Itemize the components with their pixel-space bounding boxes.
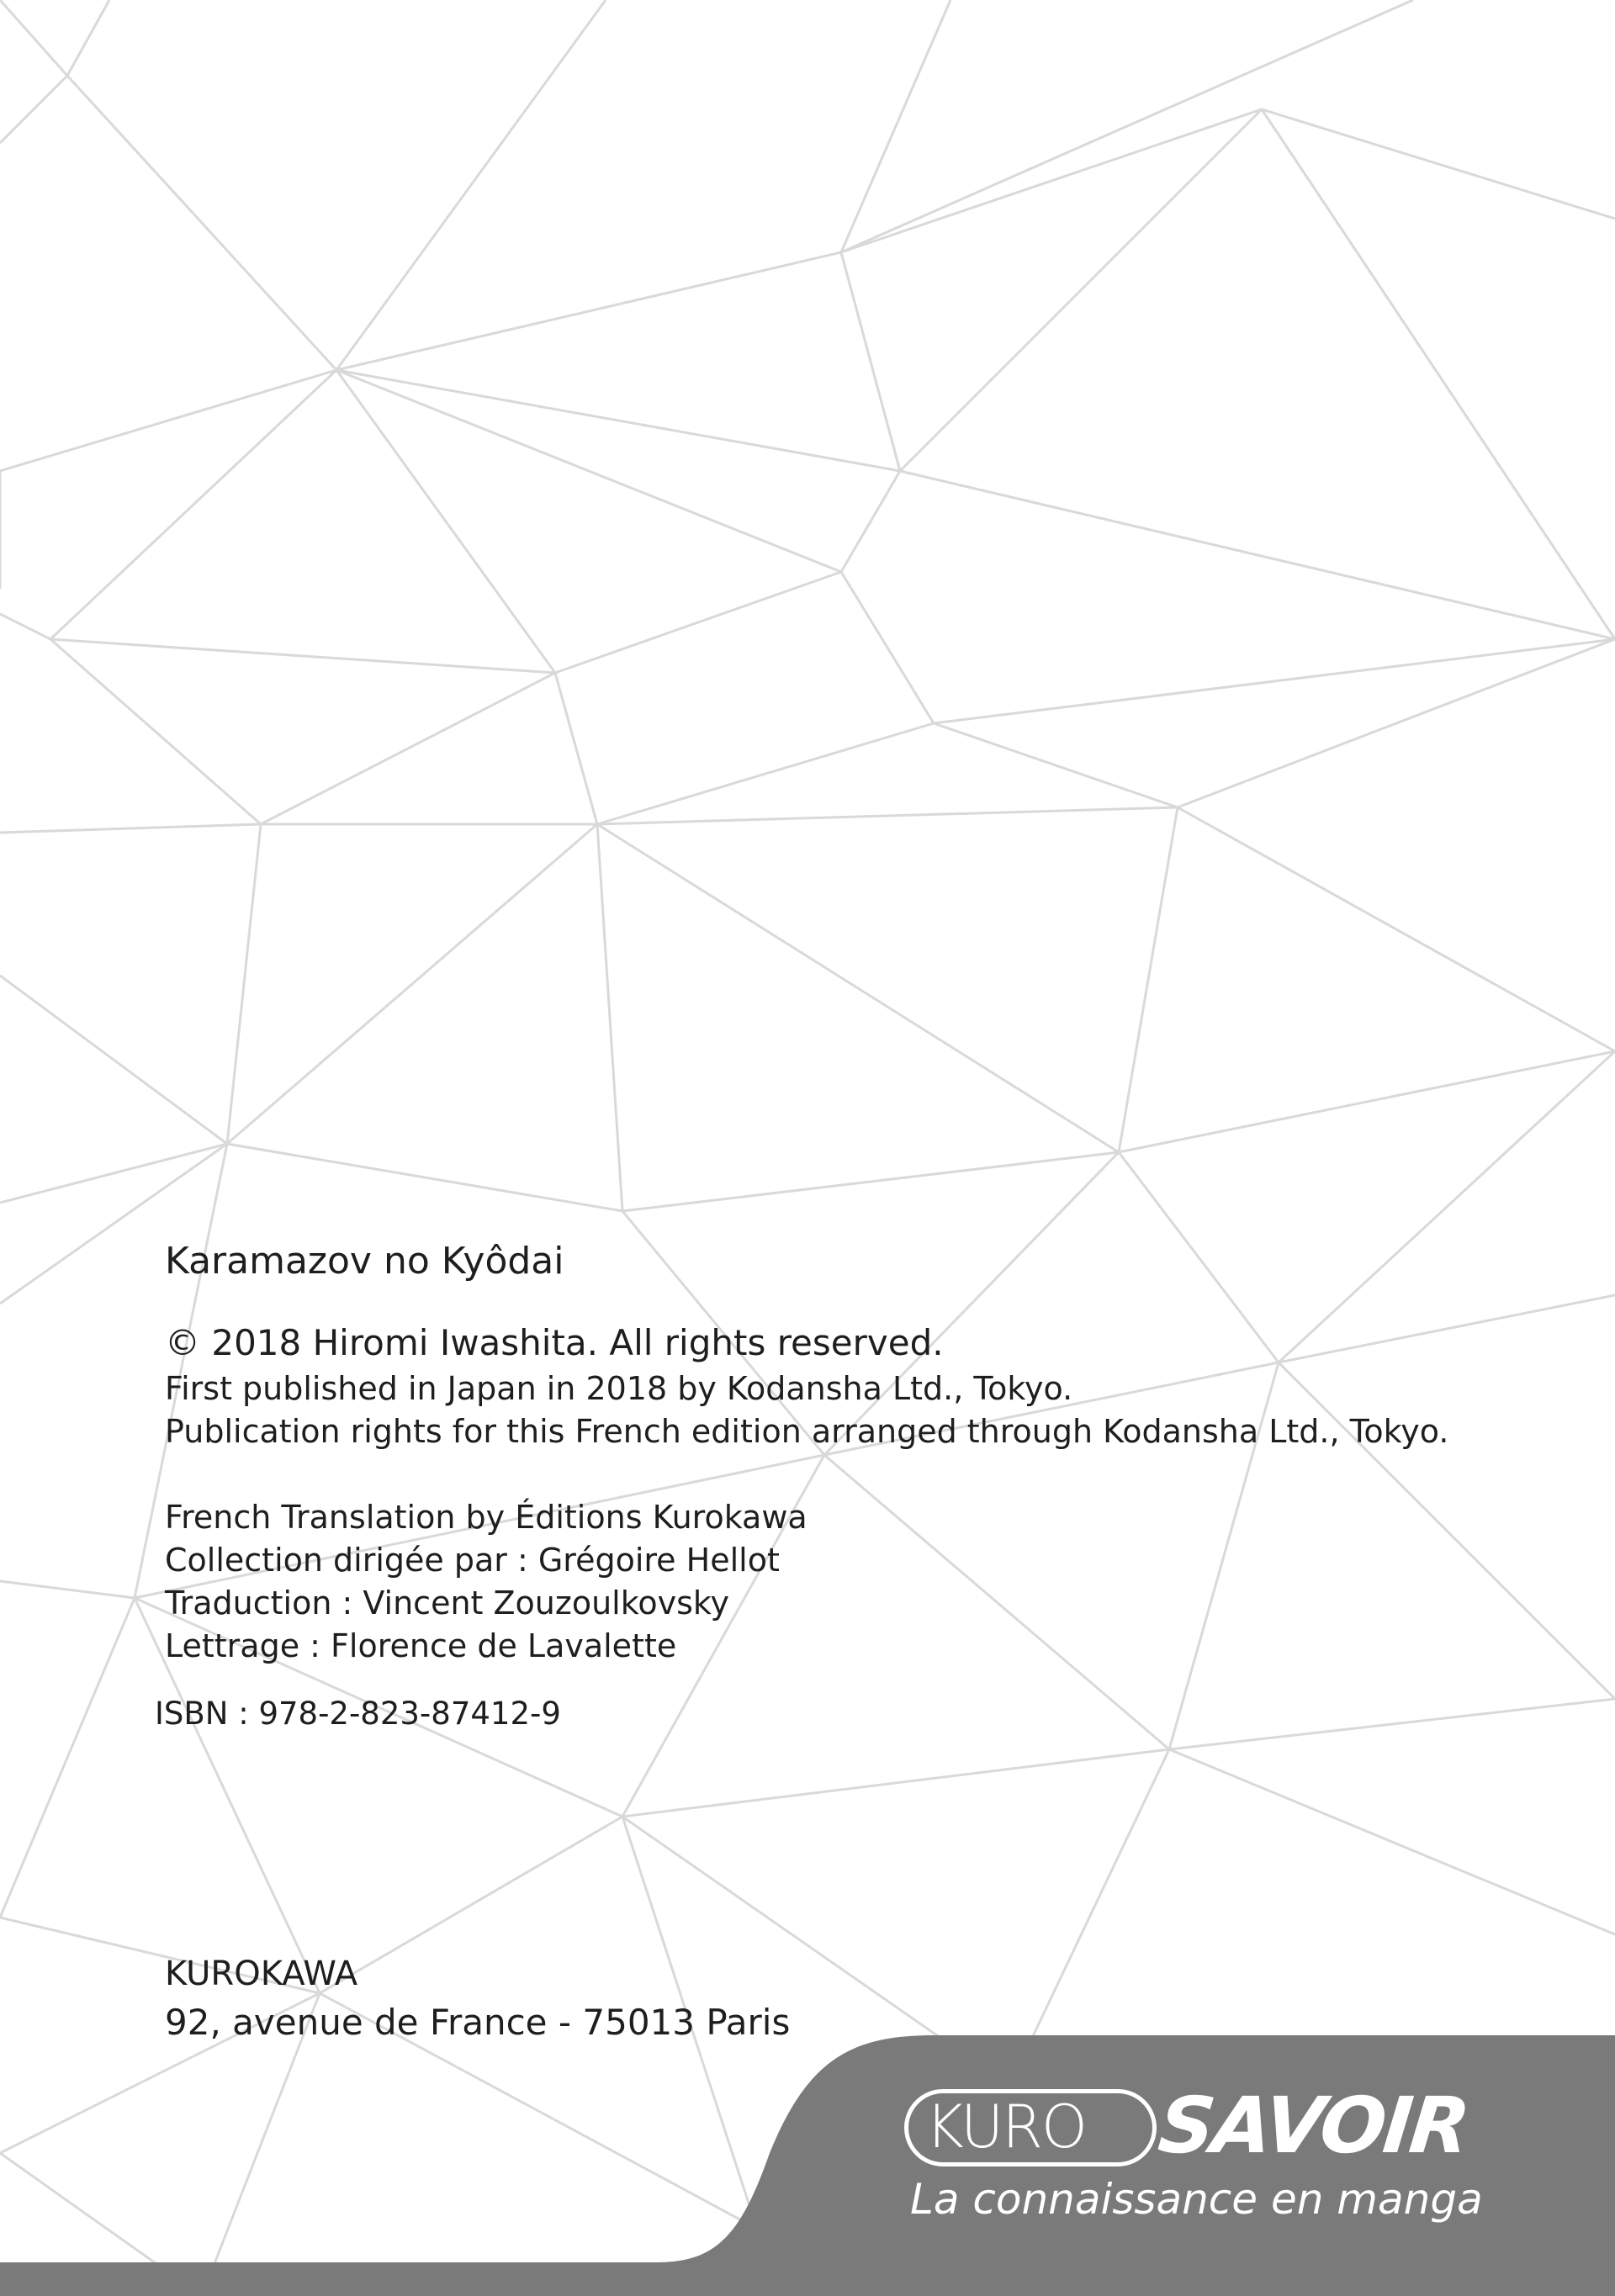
savoir-logo-text: SAVOIR	[1154, 2081, 1472, 2171]
book-title: Karamazov no Kyôdai	[165, 1240, 564, 1283]
kuro-logo-text: KURO	[925, 2092, 1086, 2161]
credit-line-collection: Collection dirigée par : Grégoire Hellot	[165, 1542, 780, 1579]
copyright-notice: © 2018 Hiromi Iwashita. All rights reserved.	[165, 1322, 944, 1363]
isbn: ISBN : 978-2-823-87412-9	[155, 1696, 561, 1732]
credit-line-translation: French Translation by Éditions Kurokawa	[165, 1499, 808, 1536]
credit-line-translator: Traduction : Vincent Zouzoulkovsky	[165, 1584, 730, 1621]
first-published-note: First published in Japan in 2018 by Kodansha Ltd., Tokyo.	[165, 1370, 1073, 1407]
credit-line-lettering: Lettrage : Florence de Lavalette	[165, 1627, 677, 1664]
publication-rights-note: Publication rights for this French edition arranged through Kodansha Ltd., Tokyo.	[165, 1413, 1449, 1450]
publisher-name: KUROKAWA	[165, 1955, 358, 1993]
publisher-address: 92, avenue de France - 75013 Paris	[165, 2002, 791, 2043]
logo-tagline: La connaissance en manga	[910, 2175, 1483, 2224]
